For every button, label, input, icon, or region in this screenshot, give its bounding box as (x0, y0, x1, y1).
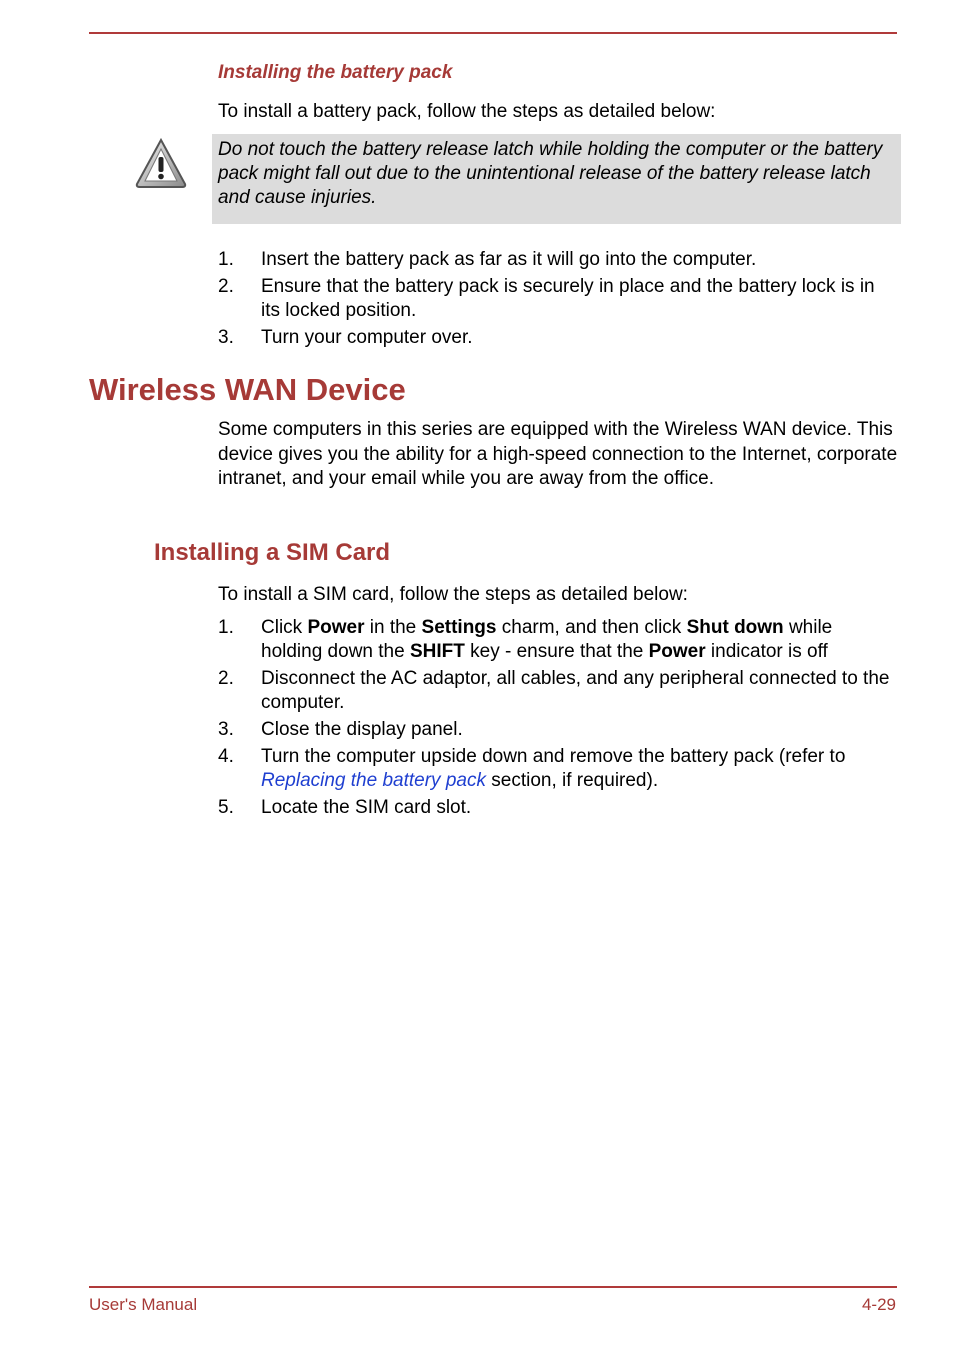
bold-term: Power (307, 617, 365, 638)
header-rule (89, 32, 897, 34)
wwan-body: Some computers in this series are equipped with the Wireless WAN device. This device gives you the ability for a high-speed connection to the Internet, corporate intranet, and your email while you are away from the office. (218, 419, 898, 489)
step-number: 2. (218, 668, 234, 689)
list-item (218, 667, 898, 715)
step-text: Ensure that the battery pack is securely in place and the battery lock is in its locked position. (261, 276, 875, 321)
replacing-battery-link[interactable]: Replacing the battery pack (261, 770, 486, 791)
sim-intro: To install a SIM card, follow the steps as detailed below: (218, 584, 688, 605)
list-item (218, 718, 898, 742)
list-item (218, 326, 898, 350)
bold-term: Shut down (686, 617, 784, 638)
step-text: Click Power in the Settings charm, and then click Shut down while holding down the SHIFT key - ensure that the Power indicator is off (261, 617, 833, 662)
warning-triangle-icon (135, 137, 187, 189)
sim-steps-list (218, 616, 898, 823)
step-number: 2. (218, 276, 234, 297)
step-text: Locate the SIM card slot. (261, 797, 472, 818)
list-item (218, 796, 898, 820)
warning-box (212, 134, 901, 224)
bold-term: Power (648, 641, 706, 662)
list-item (218, 275, 898, 323)
step-number: 1. (218, 617, 234, 638)
step-text: Insert the battery pack as far as it will go into the computer. (261, 249, 757, 270)
list-item (218, 616, 898, 664)
step-text: Close the display panel. (261, 719, 463, 740)
bold-term: Settings (421, 617, 497, 638)
footer-rule (89, 1286, 897, 1288)
step-number: 3. (218, 719, 234, 740)
warning-text: Do not touch the battery release latch while holding the computer or the battery pack might fall out due to the unintentional release of the battery release latch and cause injuries. (218, 139, 883, 208)
step-number: 1. (218, 249, 234, 270)
step-text: Turn the computer upside down and remove the battery pack (refer to Replacing the battery pack section, if required). (261, 746, 846, 791)
battery-section-title: Installing the battery pack (218, 62, 453, 83)
step-text: Disconnect the AC adaptor, all cables, and any peripheral connected to the computer. (261, 668, 890, 713)
step-text: Turn your computer over. (261, 327, 473, 348)
step-number: 5. (218, 797, 234, 818)
list-item (218, 745, 898, 793)
list-item (218, 248, 898, 272)
footer-manual-title: User's Manual (89, 1295, 198, 1314)
step-number: 4. (218, 746, 234, 767)
bold-term: SHIFT (409, 641, 465, 662)
page-number: 4-29 (861, 1295, 896, 1314)
battery-intro: To install a battery pack, follow the steps as detailed below: (218, 101, 716, 122)
step-number: 3. (218, 327, 234, 348)
wwan-heading: Wireless WAN Device (89, 372, 406, 407)
sim-heading: Installing a SIM Card (154, 539, 391, 566)
battery-steps-list (218, 248, 898, 353)
